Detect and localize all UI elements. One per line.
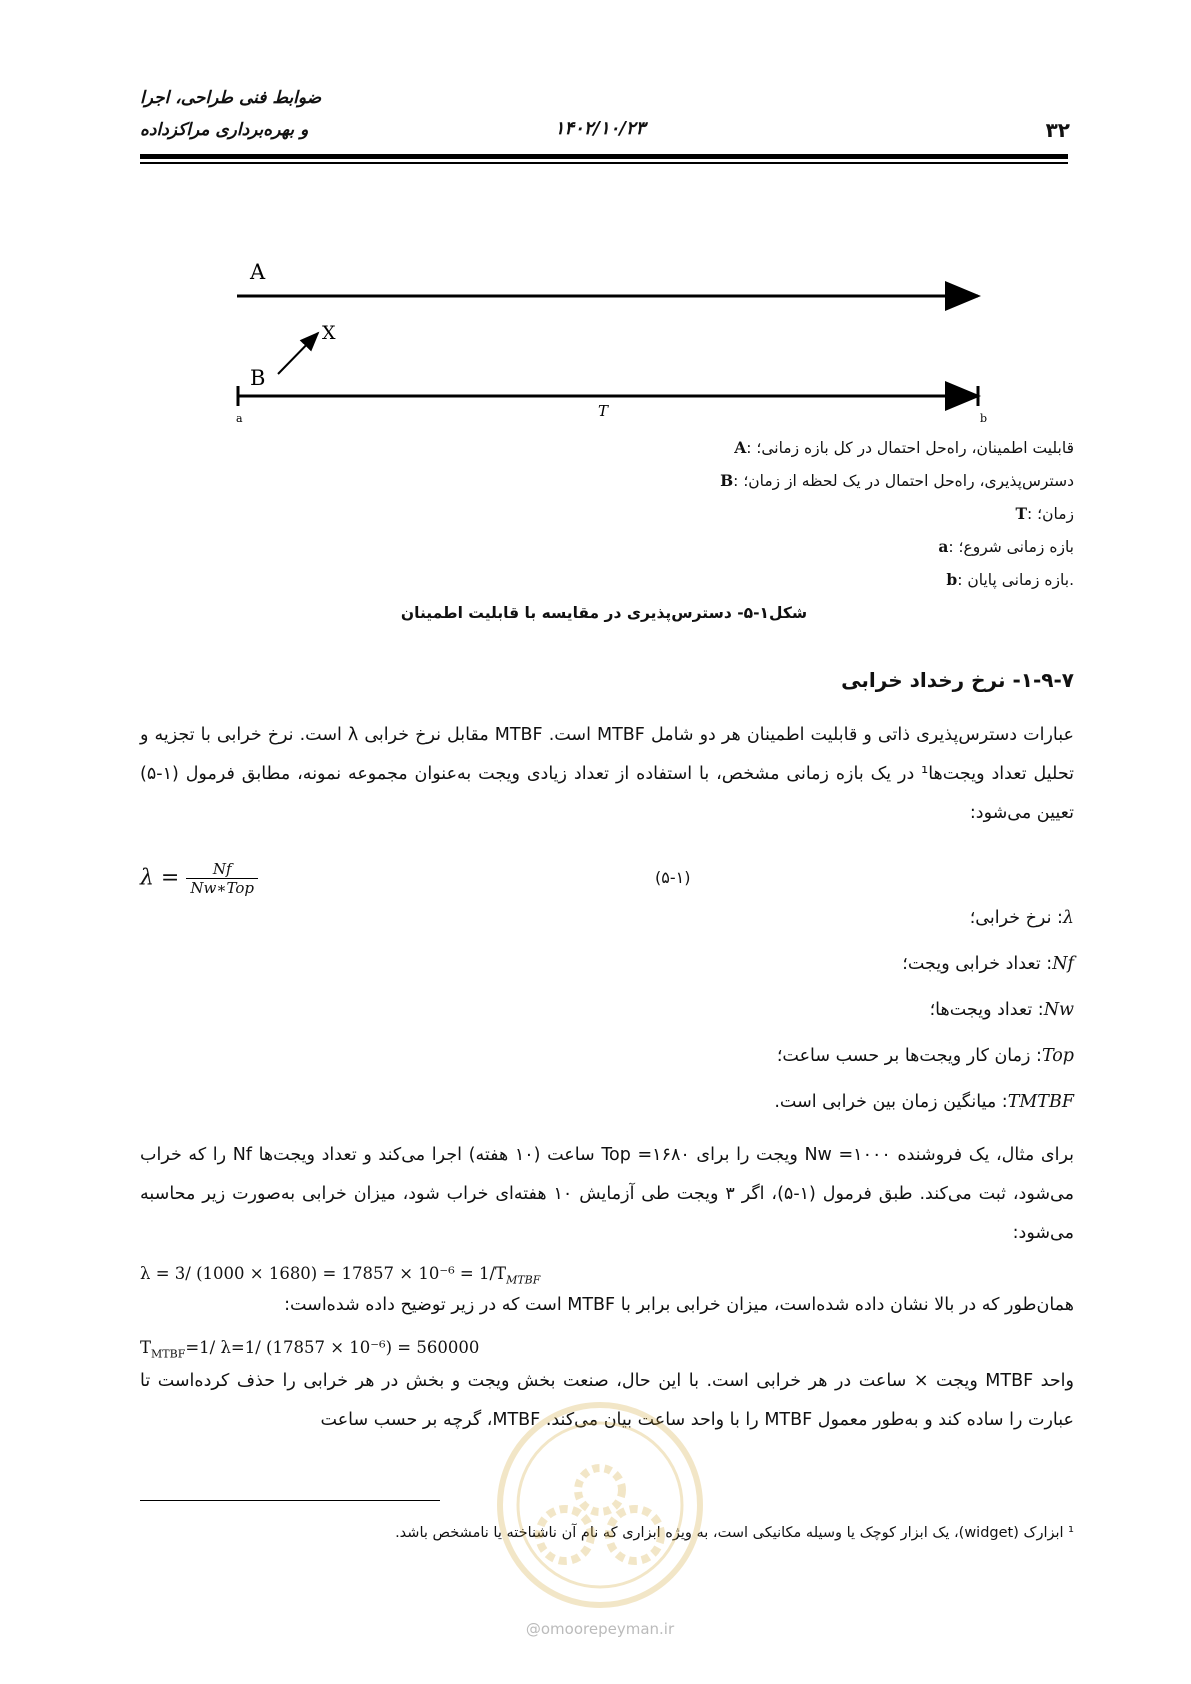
availability-diagram — [0, 0, 1191, 440]
label-x: X — [322, 322, 336, 344]
paragraph-mtbf-relation: همان‌طور که در بالا نشان داده شده‌است، میزان خرابی برابر با MTBF است که در زیر توضیح داده شده‌است: — [284, 1295, 1074, 1315]
instant-arrow — [278, 333, 318, 374]
calculation-tmtbf: $T_{MTBF}=1/$ λ=1/ (17857 × 10⁻⁶) = 560000 — [140, 1338, 480, 1361]
paragraph-example: برای مثال، یک فروشنده ۱۰۰۰= Nw ویجت را برای ۱۶۸۰= Top ساعت (۱۰ هفته) اجرا می‌کند و تعداد ویجت‌ها Nf را که خراب می‌شود، ثبت می‌کند. طبق فرمول (۱-۵)، اگر ۳ ویجت طی آزمایش ۱۰ هفته‌ای خراب شود، میزان خرابی به‌صورت زیر محاسبه می‌شود: — [140, 1145, 1075, 1243]
label-t: T — [598, 402, 609, 420]
label-b-line: B — [250, 366, 266, 390]
section-heading: ۱-۹-۷- نرخ رخداد خرابی — [841, 668, 1074, 692]
definition-nw: Nw: تعداد ویجت‌ها؛ — [929, 1000, 1074, 1020]
watermark-logo — [490, 1395, 710, 1615]
label-start: a — [236, 412, 243, 425]
definition-top: Top: زمان کار ویجت‌ها بر حسب ساعت؛ — [776, 1046, 1074, 1066]
header-date: ۱۴۰۲/۱۰/۲۳ — [554, 118, 646, 139]
footnote-rule — [140, 1500, 440, 1501]
footnote: ¹ ابزارک (widget)، یک ابزار کوچک یا وسیله مکانیکی است، به ویژه ابزاری که نام آن ناشناخته یا نامشخص باشد. — [395, 1525, 1074, 1541]
watermark-text: @omoorepeyman.ir — [525, 1620, 675, 1638]
legend-item-start: a: بازه زمانی شروع؛ — [938, 537, 1074, 556]
legend-item-b: B: دسترس‌پذیری، راه‌حل احتمال در یک لحظه از زمان؛ — [720, 471, 1074, 490]
header-title-line1: ضوابط فنی طراحی، اجرا — [140, 88, 322, 108]
failure-rate-formula — [140, 860, 258, 897]
header-title-line2: و بهره‌برداری مراکزداده — [140, 120, 309, 140]
page-number: ۳۲ — [1045, 118, 1070, 142]
legend-item-a: A: قابلیت اطمینان، راه‌حل احتمال در کل بازه زمانی؛ — [734, 438, 1074, 457]
figure-caption: شکل۱-۵- دسترس‌پذیری در مقایسه با قابلیت اطمینان — [400, 604, 808, 622]
calculation-lambda: λ = 3/ $(1000 \times 1680) = 17857 \times 10^{-6} = 1/T_{MTBF}$ — [140, 1264, 541, 1287]
definition-tmtbf: TMTBF: میانگین زمان بین خرابی است. — [774, 1092, 1074, 1112]
formula-numerator: Nf — [186, 860, 258, 879]
legend-item-end: b: بازه زمانی پایان. — [946, 570, 1074, 589]
legend-item-t: T: زمان؛ — [1015, 504, 1074, 523]
paragraph-intro: عبارات دسترس‌پذیری ذاتی و قابلیت اطمینان هر دو شامل MTBF است. MTBF مقابل نرخ خرابی λ است. نرخ خرابی با تجزیه و تحلیل تعداد ویجت‌ها¹ در یک بازه زمانی مشخص، با استفاده از تعداد زیادی ویجت به‌عنوان مجموعه نمونه، مطابق فرمول (۱-۵) تعیین می‌شود: — [140, 725, 1074, 823]
formula-number: (۵-۱) — [655, 868, 691, 887]
formula-denominator: Nw∗Top — [190, 879, 255, 897]
definition-lambda: λ: نرخ خرابی؛ — [969, 908, 1074, 928]
label-a-line: A — [250, 260, 266, 284]
label-end: b — [980, 412, 988, 425]
paragraph-mtbf-units: واحد MTBF ویجت × ساعت در هر خرابی است. با این حال، صنعت بخش ویجت و بخش در هر خرابی را حذف کرده‌است تا عبارت را ساده کند و به‌طور معمول MTBF را با واحد ساعت بیان می‌کند. MTBF، گرچه بر حسب ساعت — [140, 1371, 1074, 1430]
formula-lhs: λ = — [140, 865, 180, 891]
definition-nf: Nf: تعداد خرابی ویجت؛ — [902, 954, 1074, 974]
